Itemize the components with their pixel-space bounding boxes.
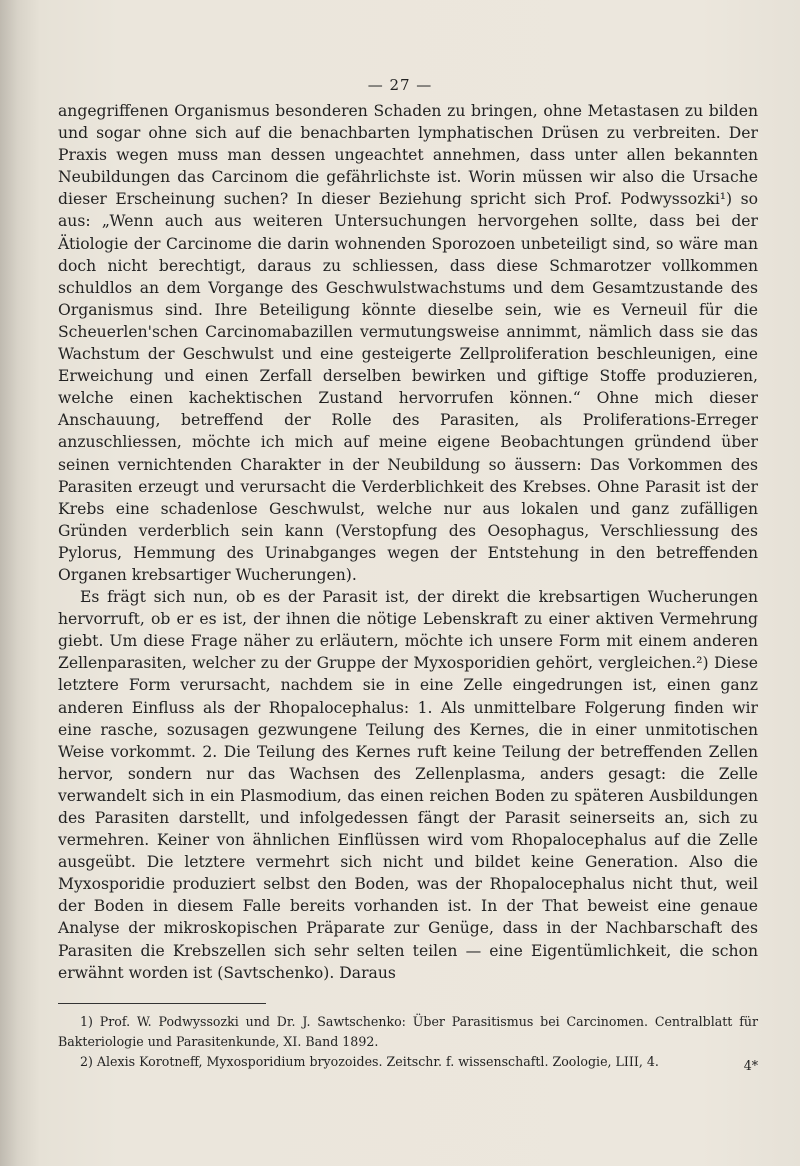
paragraph-2: Es frägt sich nun, ob es der Parasit ist, der direkt die krebsartigen Wucherungen hervorruft, ob er es ist, der ihnen die nötige Lebenskraft zu einer aktiven Vermehrung giebt. Um diese Frage näher zu erläutern, möchte ich unsere Form mit einem anderen Zellenparasiten, welcher zu der Gruppe der Myxosporidien gehört, vergleichen.²) Diese letztere Form verursacht, nachdem sie in eine Zelle eingedrungen ist, einen ganz anderen Einfluss als der Rhopalocephalus: 1. Als unmittelbare Folgerung finden wir eine rasche, sozusagen gezwungene Teilung des Kernes, die in einer unmitotischen Weise vorkommt. 2. Die Teilung des Kernes ruft keine Teilung der betreffenden Zellen hervor, sondern nur das Wachsen des Zellenplasma, anders gesagt: die Zelle verwandelt sich in ein Plasmodium, das einen reichen Boden zu späteren Ausbildungen des Parasiten darstellt, und infolgedessen fängt der Parasit seinerseits an, sich zu vermehren. Keiner von ähnlichen Einflüssen wird vom Rhopalocephalus auf die Zelle ausgeübt. Die letztere vermehrt sich nicht und bildet keine Generation. Also die Myxosporidie produziert selbst den Boden, was der Rhopalocephalus nicht thut, weil der Boden in diesem Falle bereits vorhanden ist. In der That beweist eine genaue Analyse der mikroskopischen Präparate zur Genüge, dass in der Nachbarschaft des Parasiten die Krebszellen sich sehr selten teilen — eine Eigentümlichkeit, die schon erwähnt worden ist (Savtschenko). Daraus [58, 588, 758, 982]
signature-mark: 4* [743, 1058, 758, 1073]
footnote-1: 1) Prof. W. Podwyssozki und Dr. J. Sawtschenko: Über Parasitismus bei Carcinomen. Centralblatt für Bakteriologie und Parasitenkunde, XI. Band 1892. [58, 1014, 758, 1049]
footnote-divider [58, 1003, 266, 1004]
body-text [58, 100, 758, 984]
paragraph-1: angegriffenen Organismus besonderen Schaden zu bringen, ohne Metastasen zu bilden und sogar ohne sich auf die benachbarten lymphatischen Drüsen zu verbreiten. Der Praxis wegen muss man dessen ungeachtet annehmen, dass unter allen bekannten Neubildungen das Carcinom die gefährlichste ist. Worin müssen wir also die Ursache dieser Erscheinung suchen? In dieser Beziehung spricht sich Prof. Podwyssozki¹) so aus: „Wenn auch aus weiteren Untersuchungen hervorgehen sollte, dass bei der Ätiologie der Carcinome die darin wohnenden Sporozoen unbeteiligt sind, so wäre man doch nicht berechtigt, daraus zu schliessen, dass diese Schmarotzer vollkommen schuldlos an dem Vorgange des Geschwulstwachstums und dem Gesamtzustande des Organismus sind. Ihre Beteiligung könnte dieselbe sein, wie es Verneuil für die Scheuerlen'schen Carcinomabazillen vermutungsweise annimmt, nämlich dass sie das Wachstum der Geschwulst und eine gesteigerte Zellproliferation beschleunigen, eine Erweichung und einen Zerfall derselben bewirken und giftige Stoffe produzieren, welche einen kachektischen Zustand hervorrufen können.“ Ohne mich dieser Anschauung, betreffend der Rolle des Parasiten, als Proliferations-Erreger anzuschliessen, möchte ich mich auf meine eigene Beobachtungen gründend über seinen vernichtenden Charakter in der Neubildung so äussern: Das Vorkommen des Parasiten erzeugt und verursacht die Verderblichkeit des Krebses. Ohne Parasit ist der Krebs eine schadenlose Geschwulst, welche nur aus lokalen und ganz zufälligen Gründen verderblich sein kann (Verstopfung des Oesophagus, Verschliessung des Pylorus, Hemmung des Urinabganges wegen der Entstehung in den betreffenden Organen krebsartiger Wucherungen). [58, 102, 758, 584]
footnotes [58, 1012, 758, 1072]
footnote-2: 2) Alexis Korotneff, Myxosporidium bryozoides. Zeitschr. f. wissenschaftl. Zoologie, LIII, 4. [80, 1054, 659, 1069]
page-number: — 27 — [367, 76, 433, 94]
